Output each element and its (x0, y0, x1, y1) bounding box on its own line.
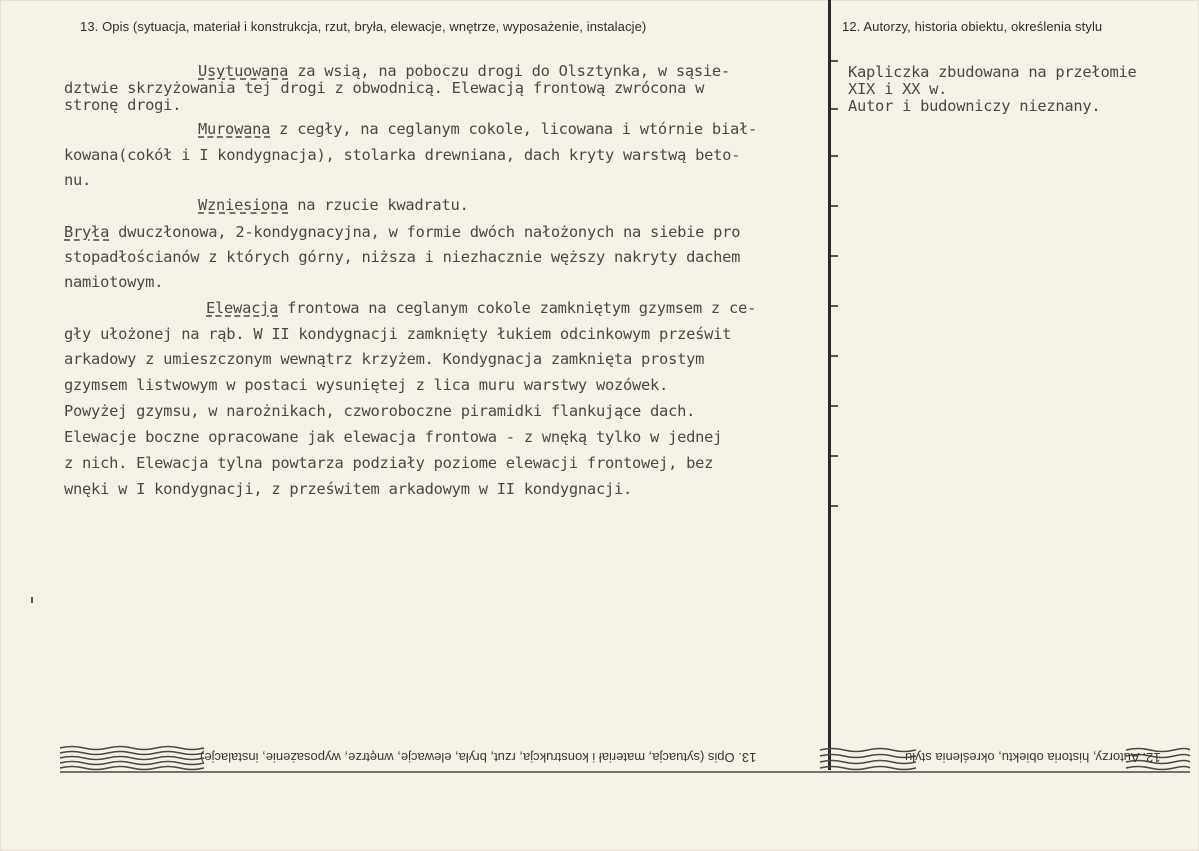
tick-mark (831, 305, 838, 307)
text-line: kowana(cokół i I kondygnacja), stolarka drewniana, dach kryty warstwą beto- (64, 146, 741, 164)
text-line: dztwie skrzyżowania tej drogi z obwodnicą. Elewacją frontową zwrócona w (64, 79, 705, 97)
text-line: Elewacje boczne opracowane jak elewacja frontowa - z wnęką tylko w jednej (64, 428, 723, 446)
text-line: Elewacja frontowa na ceglanym cokole zamkniętym gzymsem z ce- (206, 299, 756, 317)
tick-mark (831, 255, 838, 257)
tick-mark (31, 597, 33, 603)
text-line: gły ułożonej na rąb. W II kondygnacji zamknięty łukiem odcinkowym prześwit (64, 325, 732, 343)
section-13-header: 13. Opis (sytuacja, materiał i konstrukcja, rzut, bryła, elewacje, wnętrze, wyposażenie, instalacje) (80, 19, 647, 34)
column-divider (828, 0, 831, 770)
section-12-header: 12. Autorzy, historia obiektu, określenia stylu (842, 19, 1103, 34)
footer-mirrored-right: 12. Autorzy, historia obiektu, określenia stylu (905, 750, 1161, 765)
text-line: Usytuowana za wsią, na poboczu drogi do Olsztynka, w sąsie- (198, 62, 730, 80)
text-line: Bryła dwuczłonowa, 2-kondygnacyjna, w formie dwóch nałożonych na siebie pro (64, 223, 741, 241)
text-line: Murowana z cegły, na ceglanym cokole, licowana i wtórnie biał- (198, 120, 758, 138)
tick-mark (831, 155, 838, 157)
text-line: Powyżej gzymsu, w narożnikach, czworoboczne piramidki flankujące dach. (64, 402, 696, 420)
text-line: namiotowym. (64, 273, 164, 291)
text-line: nu. (64, 171, 92, 189)
tick-mark (831, 505, 838, 507)
tick-mark (831, 108, 838, 110)
text-line: Wzniesiona na rzucie kwadratu. (198, 196, 469, 214)
tick-mark (831, 355, 838, 357)
text-line: arkadowy z umieszczonym wewnątrz krzyżem. Kondygnacja zamknięta prostym (64, 350, 705, 368)
text-line: Autor i budowniczy nieznany. (848, 97, 1101, 115)
text-line: XIX i XX w. (848, 80, 948, 98)
text-line: wnęki w I kondygnacji, z prześwitem arkadowym w II kondygnacji. (64, 480, 633, 498)
text-line: stopadłościanów z których górny, niższa i niezhacznie węższy nakryty dachem (64, 248, 741, 266)
tick-mark (831, 60, 838, 62)
footer-mirrored-left: 13. Opis (sytuacja, materiał i konstrukcja, rzut, bryła, elewacje, wnętrze, wyposażenie, instalacje) (200, 750, 757, 765)
tick-mark (831, 405, 838, 407)
text-line: gzymsem listwowym w postaci wysuniętej z lica muru warstwy wozówek. (64, 376, 669, 394)
text-line: Kapliczka zbudowana na przełomie (848, 63, 1137, 81)
tick-mark (831, 455, 838, 457)
text-line: stronę drogi. (64, 96, 182, 114)
text-line: z nich. Elewacja tylna powtarza podziały poziome elewacji frontowej, bez (64, 454, 714, 472)
tick-mark (831, 205, 838, 207)
